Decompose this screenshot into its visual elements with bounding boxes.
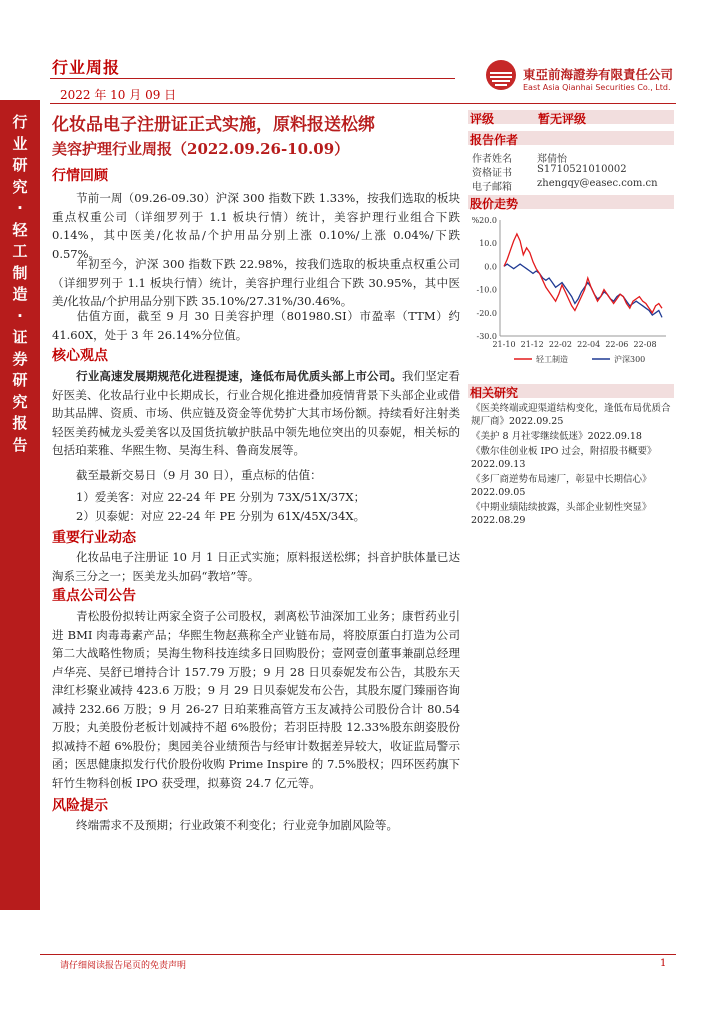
- footer-divider: [40, 954, 676, 955]
- x-tick-label: 22-04: [577, 340, 601, 349]
- x-tick-label: 21-12: [520, 340, 544, 349]
- related-item: 《多厂商逆势布局速厂，彰显中长期信心》2022.09.05: [471, 474, 652, 499]
- section-heading-review: 行情回顾: [52, 168, 108, 184]
- y-tick-label: 0.0: [484, 262, 497, 272]
- sidebar-char: 工: [12, 242, 28, 260]
- sidebar-char: 告: [12, 435, 28, 454]
- sidebar-label: [0, 112, 40, 456]
- sidebar-char: 制: [12, 263, 28, 282]
- related-heading: 相关研究: [470, 386, 519, 400]
- review-paragraph-1: 节前一周（09.26-09.30）沪深 300 指数下跌 1.33%，按我们选取的板块重点权重公司（详细罗列于 1.1 板块行情）统计，美容护理行业组合下跌 0.14%，其中医美/化妆品/个护用品分别上涨 0.10%/上涨 0.04%/下跌 0.57%。: [52, 191, 460, 261]
- section-heading-core: 核心观点: [52, 348, 108, 364]
- company-logo-icon: [484, 58, 518, 92]
- author-label: 作者姓名: [472, 154, 512, 165]
- trend-heading: 股价走势: [470, 197, 519, 211]
- sidebar-char: ·: [17, 306, 23, 325]
- cert-value: S1710521010002: [537, 164, 627, 175]
- review-paragraph-3: 估值方面，截至 9 月 30 日美容护理（801980.SI）市盈率（TTM）约 41.60X，处于 3 年 26.14%分位值。: [52, 309, 460, 342]
- sidebar-char: 报: [12, 414, 28, 432]
- sidebar-char: 证: [12, 328, 28, 346]
- title-divider: [50, 103, 676, 104]
- sidebar-char: 券: [12, 349, 28, 368]
- core-paragraph-1: 行业高速发展期规范化进程提速，逢低布局优质头部上市公司。我们坚定看好医美、化妆品行业中长期成长，行业合规化推进叠加疫情背景下头部企业或借助其品牌、资质、市场、供应链及资金等优势扩大其市场份额。持续看好注射类轻医美药械龙头爱美客以及国货抗敏护肤品中领先地位突出的贝泰妮，相关标的包括珀莱雅、华熙生物、昊海生科、鲁商发展等。: [52, 369, 460, 457]
- page-number: 1: [660, 958, 667, 969]
- industry-paragraph: 化妆品电子注册证 10 月 1 日正式实施；原料报送松绑；抖音护肤体量已达淘系三分之一；医美龙头加码“教培”等。: [52, 550, 460, 583]
- sidebar-char: 研: [12, 371, 28, 389]
- company-name-en: East Asia Qianhai Securities Co., Ltd.: [523, 83, 671, 92]
- header-divider: [50, 78, 455, 79]
- sidebar-char: 造: [12, 285, 28, 303]
- rating-value: 暂无评级: [538, 112, 587, 126]
- company-name-cn: 東亞前海證券有限責任公司: [523, 67, 674, 82]
- sidebar-char: 行: [12, 113, 28, 131]
- risk-paragraph: 终端需求不及预期；行业政策不利变化；行业竞争加剧风险等。: [76, 818, 398, 832]
- sidebar-char: ·: [17, 199, 23, 217]
- sidebar-char: 轻: [12, 220, 28, 239]
- stock-trend-chart: [468, 212, 676, 374]
- review-paragraph-2: 年初至今，沪深 300 指数下跌 22.98%，按我们选取的板块重点权重公司（详细罗列于 1.1 板块行情）统计，美容护理行业组合下跌 30.95%，其中医美/化妆品/个护用品分别下跌 35.10%/27.31%/30.46%。: [52, 257, 460, 308]
- sidebar-char: 究: [12, 392, 28, 411]
- company-paragraph: 青松股份拟转让两家全资子公司股权，剥离松节油深加工业务；康哲药业引进 BMI 肉毒毒素产品；华熙生物赵燕称全产业链布局，将胶原蛋白打造为公司第二大战略性物质；昊海生物科技连续多日回购股份；壹网壹创董事兼副总经理卢华亮、吴舒已增持合计 157.79 万股；9 月 28 日贝泰妮发布公告，其股东天津红杉聚业减持 423.6 万股；9 月 29 日贝泰妮发布公告，其股东厦门臻丽咨询减持 232.66 万股；9 月 26-27 日珀莱雅高管方玉友减持公司股份合计 80.54 万股；丸美股份老板计划减持不超 6%股份；若羽臣持股 12.33%股东朗姿股份拟减持不超 6%股份；奥园美谷业绩预告与经审计数据差异较大，收证监局警示函；医思健康拟发行代价股份收购 Prime Inspire 的 7.5%股权；四环医药旗下轩竹生物科创板 IPO 获受理，拟募资 24.7 亿元等。: [52, 609, 460, 790]
- core-paragraph-2: 截至最新交易日（9 月 30 日），重点标的估值：: [76, 468, 322, 482]
- x-tick-label: 22-06: [605, 340, 629, 349]
- legend-label: 沪深300: [614, 355, 646, 364]
- x-tick-label: 22-02: [548, 340, 572, 349]
- section-heading-company: 重点公司公告: [52, 588, 136, 604]
- related-item: 《敷尔佳创业板 IPO 过会，附招股书概要》2022.09.13: [471, 446, 657, 471]
- author-value: 郑倩怡: [537, 154, 567, 165]
- y-tick-label: -20.0: [476, 308, 497, 318]
- core-paragraph-3: 1）爱美客：对应 22-24 年 PE 分别为 73X/51X/37X；: [76, 490, 366, 504]
- sidebar-char: 研: [12, 156, 28, 174]
- core-paragraph-4: 2）贝泰妮：对应 22-24 年 PE 分别为 61X/45X/34X。: [76, 509, 366, 523]
- related-item: 《美护 8 月社零继续低迷》2022.09.18: [471, 431, 642, 442]
- legend-label: 轻工制造: [536, 355, 568, 364]
- related-item: 《中期业绩陆续披露，头部企业韧性突显》2022.08.29: [471, 502, 652, 527]
- author-heading: 报告作者: [470, 133, 519, 147]
- rating-label: 评级: [470, 112, 495, 126]
- y-tick-label: 10.0: [479, 239, 497, 249]
- sidebar-char: 究: [12, 177, 28, 196]
- report-type: 行业周报: [52, 58, 121, 77]
- section-heading-risk: 风险提示: [52, 798, 108, 814]
- report-date: 2022 年 10 月 09 日: [60, 88, 177, 102]
- y-tick-label: %20.0: [471, 216, 497, 225]
- section-heading-industry: 重要行业动态: [52, 530, 136, 546]
- series-line-2: [504, 264, 662, 317]
- y-tick-label: -10.0: [476, 285, 497, 295]
- report-subtitle: 美容护理行业周报（2022.09.26-10.09）: [52, 140, 350, 158]
- y-tick-label: -30.0: [476, 332, 497, 341]
- report-title: 化妆品电子注册证正式实施，原料报送松绑: [52, 115, 375, 135]
- x-tick-label: 21-10: [492, 340, 516, 349]
- related-item: 《医美终端或迎渠道结构变化，逢低布局优质合规厂商》2022.09.25: [471, 403, 671, 428]
- series-line-1: [504, 234, 662, 313]
- cert-label: 资格证书: [472, 168, 512, 179]
- sidebar-char: 业: [12, 134, 28, 153]
- x-tick-label: 22-08: [633, 340, 657, 349]
- email-value: zhengqy@easec.com.cn: [537, 178, 658, 189]
- email-label: 电子邮箱: [472, 182, 512, 193]
- footer-disclaimer: 请仔细阅读报告尾页的免责声明: [60, 961, 187, 971]
